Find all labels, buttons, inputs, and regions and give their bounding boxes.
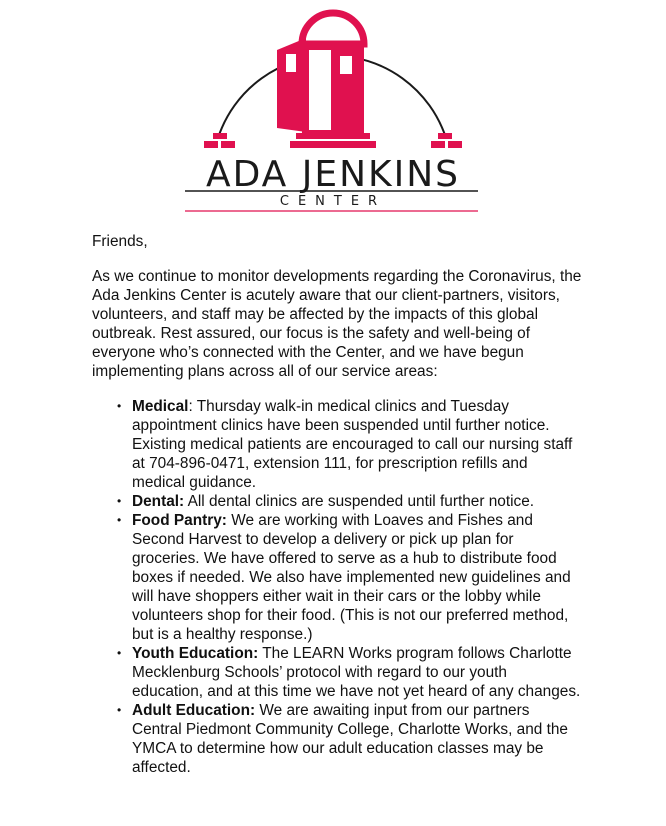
logo-brick [204, 141, 218, 148]
item-heading: Adult Education: [132, 702, 256, 719]
logo-door [277, 38, 306, 132]
service-list [92, 397, 582, 777]
bullet-icon: • [117, 399, 122, 413]
item-text: All dental clinics are suspended until further notice. [184, 493, 535, 510]
logo-step [290, 141, 376, 148]
list-item [117, 511, 582, 644]
logo-dome [302, 13, 364, 44]
logo-brick [438, 133, 452, 139]
item-heading: Food Pantry: [132, 512, 227, 529]
logo-brick [431, 141, 445, 148]
bullet-icon: • [117, 513, 122, 527]
bullet-icon: • [117, 494, 122, 508]
logo-name-text: ADA JENKINS [205, 154, 461, 195]
logo-window [340, 56, 352, 74]
letter-body [92, 232, 582, 777]
logo-doorway [309, 50, 331, 130]
intro-paragraph: As we continue to monitor developments regarding the Coronavirus, the Ada Jenkins Center is acutely aware that our client-partners, visitors, volunteers, and staff may be affected by the impacts of this global outbreak. Rest assured, our focus is the safety and well-being of everyone who’s connected with the Center, and we have begun implementing plans across all of our service areas: [92, 268, 582, 380]
logo-sub-text: CENTER [279, 194, 387, 209]
item-heading: Medical [132, 398, 189, 415]
item-heading: Youth Education: [132, 645, 259, 662]
logo-brick [448, 141, 462, 148]
item-text: We are working with Loaves and Fishes and Second Harvest to develop a delivery or pick up plan for groceries. We have offered to serve as a hub to distribute food boxes if needed. We also have implemented new guidelines and will have shoppers either wait in their cars or the lobby while volunteers shop for their food. (This is not our preferred method, but is a healthy response.) [132, 512, 571, 643]
list-item [117, 644, 582, 701]
logo-brick [221, 141, 235, 148]
item-text: : Thursday walk-in medical clinics and Tuesday appointment clinics have been suspended until further notice. Existing medical patients are encouraged to call our nursing staff at 704-896-0471, extension 111, for prescription refills and medical guidance. [132, 398, 573, 491]
list-item [117, 397, 582, 492]
item-heading: Dental: [132, 493, 185, 510]
list-item [117, 701, 582, 777]
list-item [117, 492, 582, 511]
ada-jenkins-logo [0, 0, 666, 220]
greeting: Friends, [92, 233, 148, 250]
bullet-icon: • [117, 646, 122, 660]
logo-door-window [286, 54, 296, 72]
item-text: The LEARN Works program follows Charlotte Mecklenburg Schools’ protocol with regard to our youth education, and at this time we have not yet heard of any changes. [132, 645, 581, 700]
logo-step [296, 133, 370, 139]
bullet-icon: • [117, 703, 122, 717]
logo-brick [213, 133, 227, 139]
item-text: We are awaiting input from our partners Central Piedmont Community College, Charlotte Works, and the YMCA to determine how our adult education classes may be affected. [132, 702, 568, 776]
